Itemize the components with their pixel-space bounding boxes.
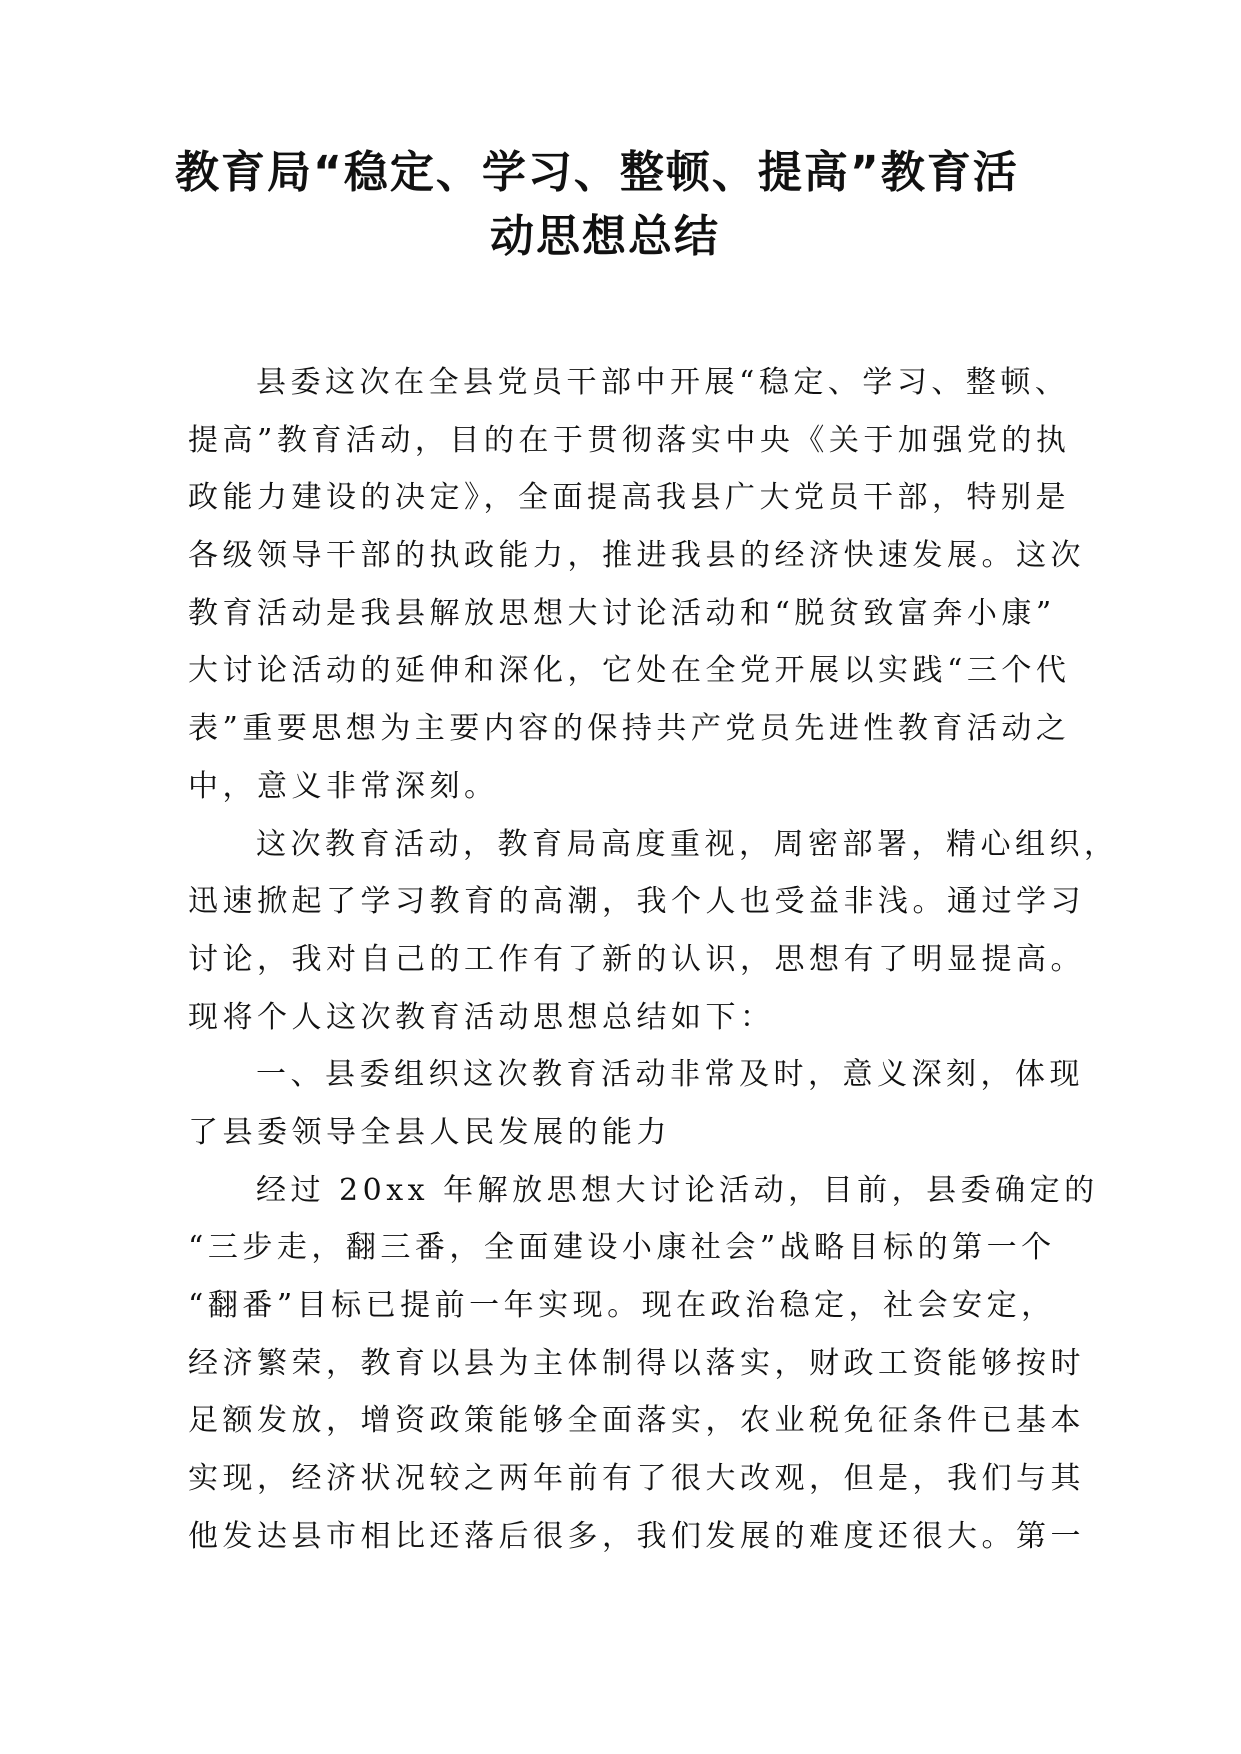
paragraph-line: “三步走，翻三番，全面建设小康社会”战略目标的第一个: [188, 1230, 1056, 1266]
paragraph-line: 迅速掀起了学习教育的高潮，我个人也受益非浅。通过学习: [188, 884, 1085, 920]
paragraph-line: 经济繁荣，教育以县为主体制得以落实，财政工资能够按时: [188, 1345, 1085, 1381]
paragraph-line: 各级领导干部的执政能力，推进我县的经济快速发展。这次: [188, 538, 1085, 574]
paragraph-line: 现将个人这次教育活动思想总结如下：: [188, 999, 775, 1035]
paragraph-line: 表”重要思想为主要内容的保持共产党员先进性教育活动之: [188, 711, 1071, 747]
paragraph-line: 这次教育活动，教育局高度重视，周密部署，精心组织，: [256, 826, 1119, 862]
paragraph-line: 县委这次在全县党员干部中开展“稳定、学习、整顿、: [256, 365, 1070, 400]
paragraph-line: 教育活动是我县解放思想大讨论活动和“脱贫致富奔小康”: [188, 595, 1056, 631]
paragraph-line: 提高”教育活动，目的在于贯彻落实中央《关于加强党的执: [188, 422, 1071, 458]
paragraph-line: 他发达县市相比还落后很多，我们发展的难度还很大。第一: [188, 1518, 1085, 1554]
paragraph-line: 政能力建设的决定》，全面提高我县广大党员干部，特别是: [188, 480, 1070, 516]
paragraph-line: 实现，经济状况较之两年前有了很大改观，但是，我们与其: [188, 1461, 1085, 1497]
paragraph-line: “翻番”目标已提前一年实现。现在政治稳定，社会安定，: [188, 1288, 1056, 1323]
paragraph-line: 大讨论活动的延伸和深化，它处在全党开展以实践“三个代: [188, 653, 1071, 689]
title-line: 教育局“稳定、学习、整顿、提高”教育活: [175, 147, 1019, 198]
document-title: [175, 145, 1065, 265]
section-heading-line: 了县委领导全县人民发展的能力: [188, 1114, 671, 1150]
document-body: [188, 354, 1119, 1565]
paragraph-line: 讨论，我对自己的工作有了新的认识，思想有了明显提高。: [188, 941, 1085, 977]
paragraph-line: 中，意义非常深刻。: [188, 768, 499, 804]
paragraph-line: 经过 20xx 年解放思想大讨论活动，目前，县委确定的: [256, 1172, 1099, 1208]
title-line: 动思想总结: [490, 211, 720, 262]
paragraph-line: 足额发放，增资政策能够全面落实，农业税免征条件已基本: [188, 1403, 1085, 1439]
section-heading-line: 一、县委组织这次教育活动非常及时，意义深刻，体现: [256, 1057, 1084, 1093]
